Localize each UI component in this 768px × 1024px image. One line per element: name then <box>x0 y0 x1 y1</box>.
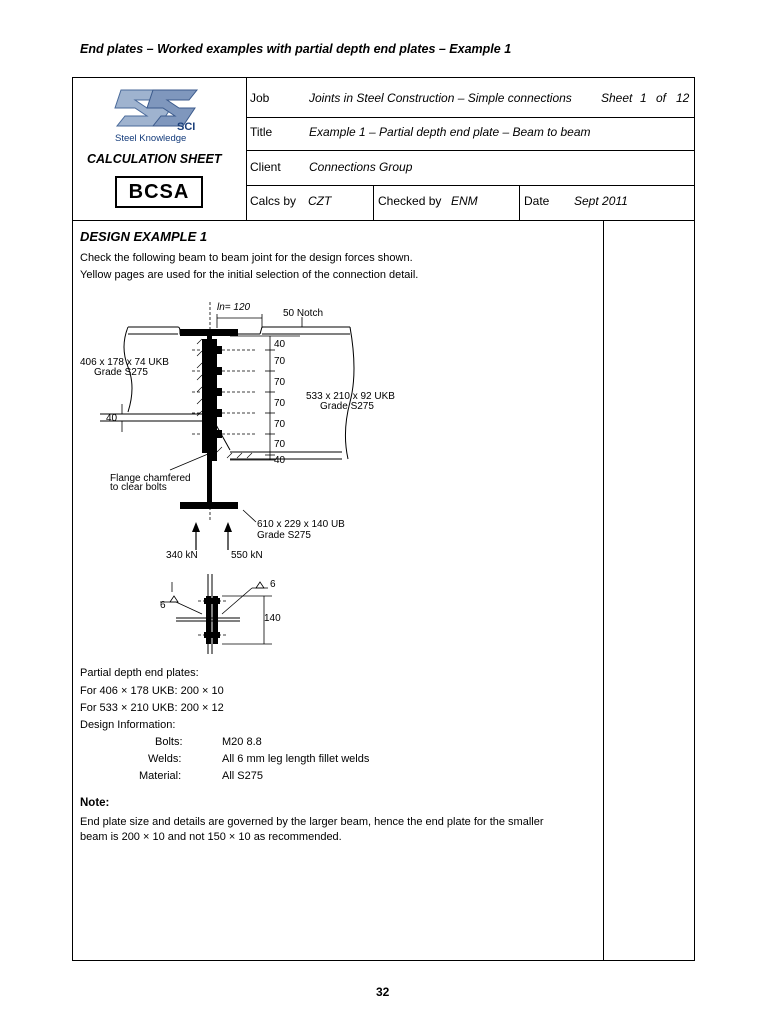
sheet-label: Sheet <box>601 91 633 105</box>
welds-label: Welds: <box>148 753 182 765</box>
bcsa-logo: BCSA <box>115 176 203 208</box>
logo-tagline: Steel Knowledge <box>115 133 187 144</box>
main-beam-grade: Grade S275 <box>257 530 311 541</box>
right-beam-label: 533 x 210 x 92 UKB <box>306 391 395 402</box>
page-number: 32 <box>376 985 390 999</box>
checked-by-value: ENM <box>451 194 478 208</box>
left-beam-grade: Grade S275 <box>94 367 148 378</box>
client-label: Client <box>250 160 281 174</box>
details-line-1: Partial depth end plates: <box>80 667 199 679</box>
dim-pitch-3: 70 <box>274 398 286 409</box>
force-right-label: 550 kN <box>231 550 263 561</box>
plan-plate-dim: 140 <box>264 613 281 624</box>
main-beam-top-flange <box>180 329 238 336</box>
material-value: All S275 <box>222 770 263 782</box>
sheet-number: 1 <box>640 91 647 105</box>
dim-pitch-5: 70 <box>274 439 286 450</box>
design-example-heading: DESIGN EXAMPLE 1 <box>80 229 208 244</box>
intro-line-1: Check the following beam to beam joint for the design forces shown. <box>80 252 413 264</box>
sheet-total: 12 <box>676 91 690 105</box>
welds-value: All 6 mm leg length fillet welds <box>222 753 370 765</box>
job-label: Job <box>250 91 270 105</box>
left-notch-dim: 40 <box>106 413 118 424</box>
sci-logo-icon <box>113 84 203 132</box>
of-label: of <box>656 91 667 105</box>
connection-detail-figure <box>80 292 600 662</box>
client-value: Connections Group <box>309 160 413 174</box>
dim-pitch-2: 70 <box>274 377 286 388</box>
right-beam-grade: Grade S275 <box>320 401 374 412</box>
weld-size-left: 6 <box>160 600 166 611</box>
force-left-label: 340 kN <box>166 550 198 561</box>
dim-edge-top: 40 <box>274 339 286 350</box>
note-label: Note: <box>80 797 110 809</box>
chamfer-note-1: Flange chamfered <box>110 473 191 484</box>
title-value: Example 1 – Partial depth end plate – Beam to beam <box>309 125 591 139</box>
note-line-2: beam is 200 × 10 and not 150 × 10 as recommended. <box>80 831 342 843</box>
ln-dimension-label: ln= 120 <box>217 302 251 313</box>
details-line-4: Design Information: <box>80 719 176 731</box>
sci-org-text: SCI <box>177 121 196 132</box>
right-end-plate <box>212 339 217 461</box>
dim-pitch-4: 70 <box>274 419 286 430</box>
details-line-2: For 406 × 178 UKB: 200 × 10 <box>80 685 224 697</box>
left-end-plate <box>202 339 207 453</box>
date-label: Date <box>524 194 550 208</box>
left-beam-label: 406 x 178 x 74 UKB <box>80 357 169 368</box>
main-beam-bottom-flange <box>180 502 238 509</box>
weld-size-right: 6 <box>270 579 276 590</box>
material-label: Material: <box>139 770 182 782</box>
main-beam-label: 610 x 229 x 140 UB <box>257 519 345 530</box>
bolts-label: Bolts: <box>155 736 183 748</box>
details-line-3: For 533 × 210 UKB: 200 × 12 <box>80 702 224 714</box>
sheet-type: CALCULATION SHEET <box>87 152 222 166</box>
chamfer-note-2: to clear bolts <box>110 482 167 493</box>
intro-line-2: Yellow pages are used for the initial selection of the connection detail. <box>80 269 419 281</box>
dim-pitch-1: 70 <box>274 356 286 367</box>
calcs-by-label: Calcs by <box>250 194 297 208</box>
note-line-1: End plate size and details are governed by the larger beam, hence the end plate for the smaller <box>80 816 544 828</box>
date-value: Sept 2011 <box>574 194 628 208</box>
running-title: End plates – Worked examples with partial depth end plates – Example 1 <box>80 42 512 56</box>
dim-edge-bottom: 40 <box>274 455 286 466</box>
bolts-value: M20 8.8 <box>222 736 262 748</box>
title-label: Title <box>250 125 273 139</box>
notch-label: 50 Notch <box>283 308 324 319</box>
checked-by-label: Checked by <box>378 194 442 208</box>
main-beam-web <box>207 336 212 502</box>
job-value: Joints in Steel Construction – Simple connections <box>309 91 572 105</box>
calcs-by-value: CZT <box>308 194 332 208</box>
